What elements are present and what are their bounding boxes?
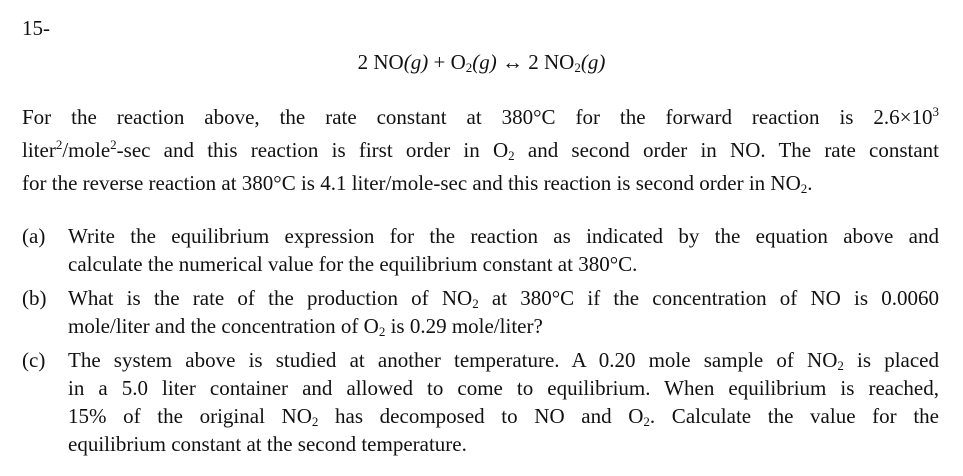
part-c — [22, 346, 939, 458]
part-line — [68, 346, 939, 374]
eq-state-3: (g) — [580, 50, 606, 74]
text: is 0.29 mole/liter? — [385, 314, 543, 338]
subscript: 2 — [643, 414, 650, 429]
question-parts — [22, 222, 939, 464]
eq-reactant-o2: + O — [428, 50, 466, 74]
part-line — [68, 284, 939, 312]
part-label: (a) — [22, 224, 46, 248]
intro-paragraph — [22, 101, 939, 200]
superscript: 2 — [110, 137, 117, 152]
subscript: 2 — [378, 324, 386, 339]
subscript: 2 — [837, 358, 844, 373]
eq-subscript: 2 — [574, 60, 581, 75]
part-line: Write the equilibrium expression for the reaction as indicated by the equation above and — [68, 224, 939, 248]
text: liter — [22, 138, 56, 162]
text: . Calculate the value for the — [649, 404, 939, 428]
intro-line — [22, 167, 939, 200]
text: and second order in NO. The rate constant — [514, 138, 939, 162]
eq-subscript: 2 — [465, 60, 473, 75]
text: has decomposed to NO and O — [318, 404, 644, 428]
part-line — [68, 312, 939, 340]
superscript: 3 — [932, 104, 939, 119]
subscript: 2 — [472, 296, 479, 311]
text: 15% of the original NO — [68, 404, 312, 428]
superscript: 2 — [55, 137, 63, 152]
eq-product-no2: 2 NO — [528, 50, 575, 74]
subscript: 2 — [800, 181, 808, 196]
part-body — [68, 222, 939, 278]
text: -sec and this reaction is first order in O — [116, 138, 509, 162]
part-line: equilibrium constant at the second temperature. — [68, 432, 467, 456]
part-line: in a 5.0 liter container and allowed to come to equilibrium. When equilibrium is reached, — [68, 376, 939, 400]
text: What is the rate of the production of NO — [68, 286, 473, 310]
eq-arrow: ↔ — [496, 50, 529, 74]
text: . — [807, 171, 813, 195]
text: mole/liter and the concentration of O — [68, 314, 379, 338]
part-a — [22, 222, 939, 278]
part-label: (c) — [22, 348, 46, 372]
text: /mole — [62, 138, 111, 162]
reaction-equation — [0, 50, 963, 75]
eq-reactant-no: 2 NO — [357, 50, 404, 74]
text: For the reaction above, the rate constant at 380°C for the forward reaction is 2.6×10 — [22, 105, 933, 129]
eq-state-1: (g) — [403, 50, 429, 74]
text: is placed — [843, 348, 939, 372]
text: The system above is studied at another temperature. A 0.20 mole sample of NO — [68, 348, 838, 372]
part-label: (b) — [22, 286, 47, 310]
question-number: 15- — [22, 16, 50, 40]
part-line — [68, 402, 939, 430]
intro-line — [22, 134, 939, 167]
part-line: calculate the numerical value for the equilibrium constant at 380°C. — [68, 252, 638, 276]
text: for the reverse reaction at 380°C is 4.1 liter/mole-sec and this reaction is second order in NO — [22, 171, 801, 195]
intro-line — [22, 101, 939, 134]
subscript: 2 — [311, 414, 319, 429]
eq-state-2: (g) — [472, 50, 497, 74]
part-b — [22, 284, 939, 340]
part-body — [68, 284, 939, 340]
subscript: 2 — [508, 148, 515, 163]
text: at 380°C if the concentration of NO is 0.0060 — [478, 286, 939, 310]
part-body — [68, 346, 939, 458]
